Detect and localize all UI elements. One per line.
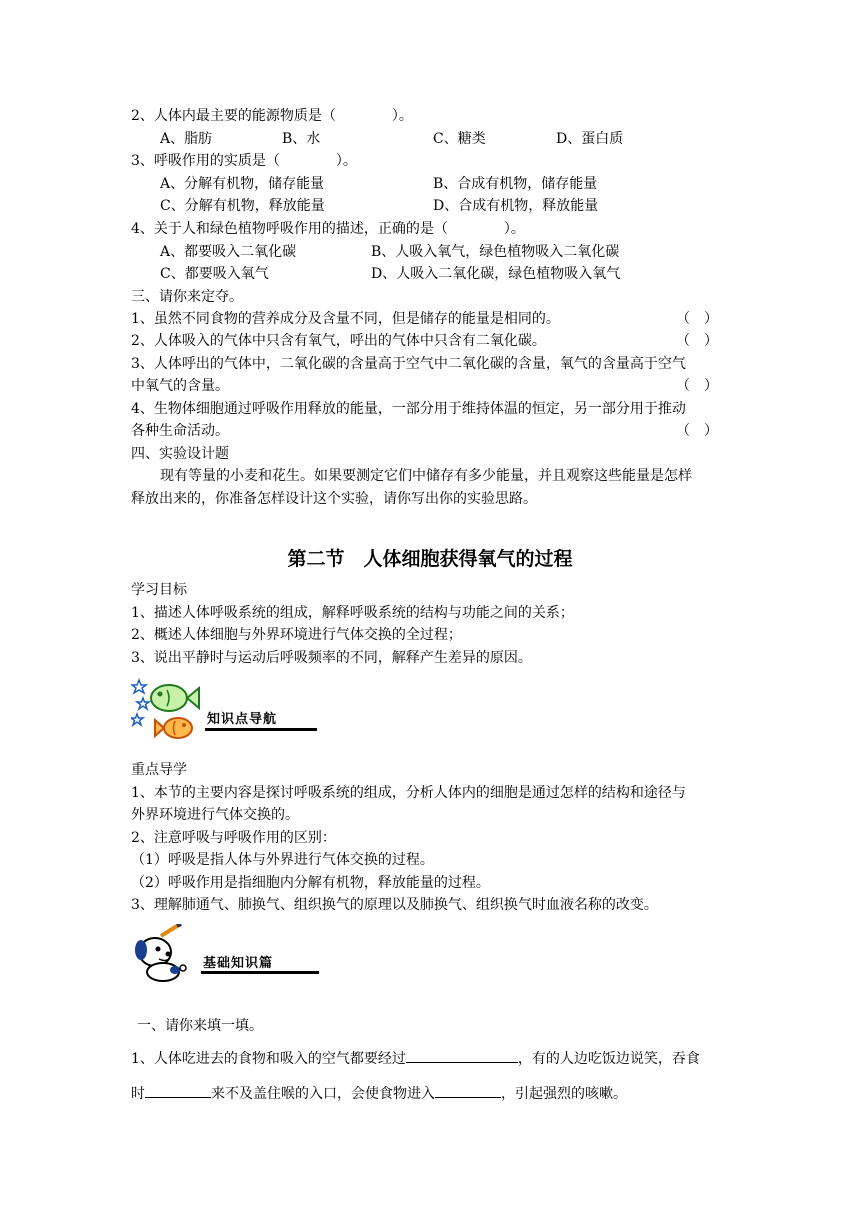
question-4: 4、关于人和绿色植物呼吸作用的描述，正确的是（ ）。 <box>131 221 525 237</box>
section-3-heading: 三、请你来定夺。 <box>131 289 243 305</box>
guide-heading: 重点导学 <box>131 762 187 778</box>
answer-paren-1: （ ） <box>676 311 718 327</box>
chapter-title: 第二节 人体细胞获得氧气的过程 <box>287 548 573 570</box>
q3-option-a: A、分解有机物，储存能量 <box>160 176 325 192</box>
experiment-text-1: 现有等量的小麦和花生。如果要测定它们中储存有多少能量，并且观察这些能量是怎样 <box>160 468 692 484</box>
knowledge-nav-banner <box>131 676 331 744</box>
q2-option-d: D、蛋白质 <box>556 131 624 147</box>
objective-2: 2、概述人体细胞与外界环境进行气体交换的全过程； <box>131 627 462 643</box>
q3-option-b: B、合成有机物，储存能量 <box>433 176 598 192</box>
objective-3: 3、说出平静时与运动后呼吸频率的不同，解释产生差异的原因。 <box>131 650 532 666</box>
q2-option-c: C、糖类 <box>433 131 486 147</box>
knowledge-nav-underline <box>205 728 317 731</box>
guide-line-5: （2）呼吸作用是指细胞内分解有机物，释放能量的过程。 <box>131 875 490 891</box>
fill-line-2 <box>131 1082 627 1104</box>
fill-line-2-b: 来不及盖住喉的入口，会使食物进入 <box>211 1086 435 1102</box>
answer-paren-4: （ ） <box>676 423 718 439</box>
judge-item-1: 1、虽然不同食物的营养成分及含量不同，但是储存的能量是相同的。 <box>131 311 560 327</box>
basic-knowledge-banner <box>131 924 331 984</box>
answer-blank-3[interactable] <box>435 1082 501 1098</box>
section-4-heading: 四、实验设计题 <box>131 446 229 462</box>
guide-line-3: 2、注意呼吸与呼吸作用的区别： <box>131 830 336 846</box>
guide-line-2: 外界环境进行气体交换的。 <box>131 807 299 823</box>
q2-option-b: B、水 <box>282 131 321 147</box>
fill-line-2-c: ，引起强烈的咳嗽。 <box>501 1086 627 1102</box>
q3-option-d: D、合成有机物，释放能量 <box>433 198 599 214</box>
guide-line-6: 3、理解肺通气、肺换气、组织换气的原理以及肺换气、组织换气时血液名称的改变。 <box>131 897 658 913</box>
fill-heading: 一、请你来填一填。 <box>137 1018 263 1034</box>
objectives-heading: 学习目标 <box>131 582 187 598</box>
judge-item-2: 2、人体吸入的气体中只含有氧气，呼出的气体中只含有二氧化碳。 <box>131 333 546 349</box>
fill-line-1-a: 1、人体吃进去的食物和吸入的空气都要经过 <box>131 1051 406 1067</box>
judge-item-3-cont: 中氧气的含量。 <box>131 378 229 394</box>
question-2: 2、人体内最主要的能源物质是（ ）。 <box>131 108 413 124</box>
judge-item-3: 3、人体呼出的气体中，二氧化碳的含量高于空气中二氧化碳的含量，氧气的含量高于空气 <box>131 356 686 372</box>
fill-line-1-b: ，有的人边吃饭边说笑，吞食 <box>517 1051 700 1067</box>
q4-option-a: A、都要吸入二氧化碳 <box>160 244 297 260</box>
fill-line-2-a: 时 <box>131 1086 145 1102</box>
fill-line-1 <box>131 1047 700 1069</box>
q4-option-d: D、人吸入二氧化碳，绿色植物吸入氧气 <box>371 266 621 282</box>
question-3: 3、呼吸作用的实质是（ ）。 <box>131 153 357 169</box>
guide-line-1: 1、本节的主要内容是探讨呼吸系统的组成，分析人体内的细胞是通过怎样的结构和途径与 <box>131 785 686 801</box>
basic-knowledge-underline <box>201 971 319 974</box>
answer-paren-3: （ ） <box>676 378 718 394</box>
q3-option-c: C、分解有机物，释放能量 <box>160 198 325 214</box>
answer-blank-1[interactable] <box>406 1047 518 1063</box>
answer-paren-2: （ ） <box>676 333 718 349</box>
objective-1: 1、描述人体呼吸系统的组成，解释呼吸系统的结构与功能之间的关系； <box>131 605 574 621</box>
judge-item-4: 4、生物体细胞通过呼吸作用释放的能量，一部分用于维持体温的恒定，另一部分用于推动 <box>131 401 686 417</box>
q4-option-c: C、都要吸入氧气 <box>160 266 269 282</box>
dog-icon <box>131 924 195 984</box>
knowledge-nav-label: 知识点导航 <box>207 712 278 727</box>
basic-knowledge-label: 基础知识篇 <box>203 956 274 971</box>
guide-line-4: （1）呼吸是指人体与外界进行气体交换的过程。 <box>131 852 434 868</box>
q4-option-b: B、人吸入氧气，绿色植物吸入二氧化碳 <box>371 244 620 260</box>
q2-option-a: A、脂肪 <box>160 131 213 147</box>
judge-item-4-cont: 各种生命活动。 <box>131 423 229 439</box>
experiment-text-2: 释放出来的，你准备怎样设计这个实验，请你写出你的实验思路。 <box>131 491 537 507</box>
answer-blank-2[interactable] <box>145 1082 211 1098</box>
fish-icon <box>131 676 201 744</box>
